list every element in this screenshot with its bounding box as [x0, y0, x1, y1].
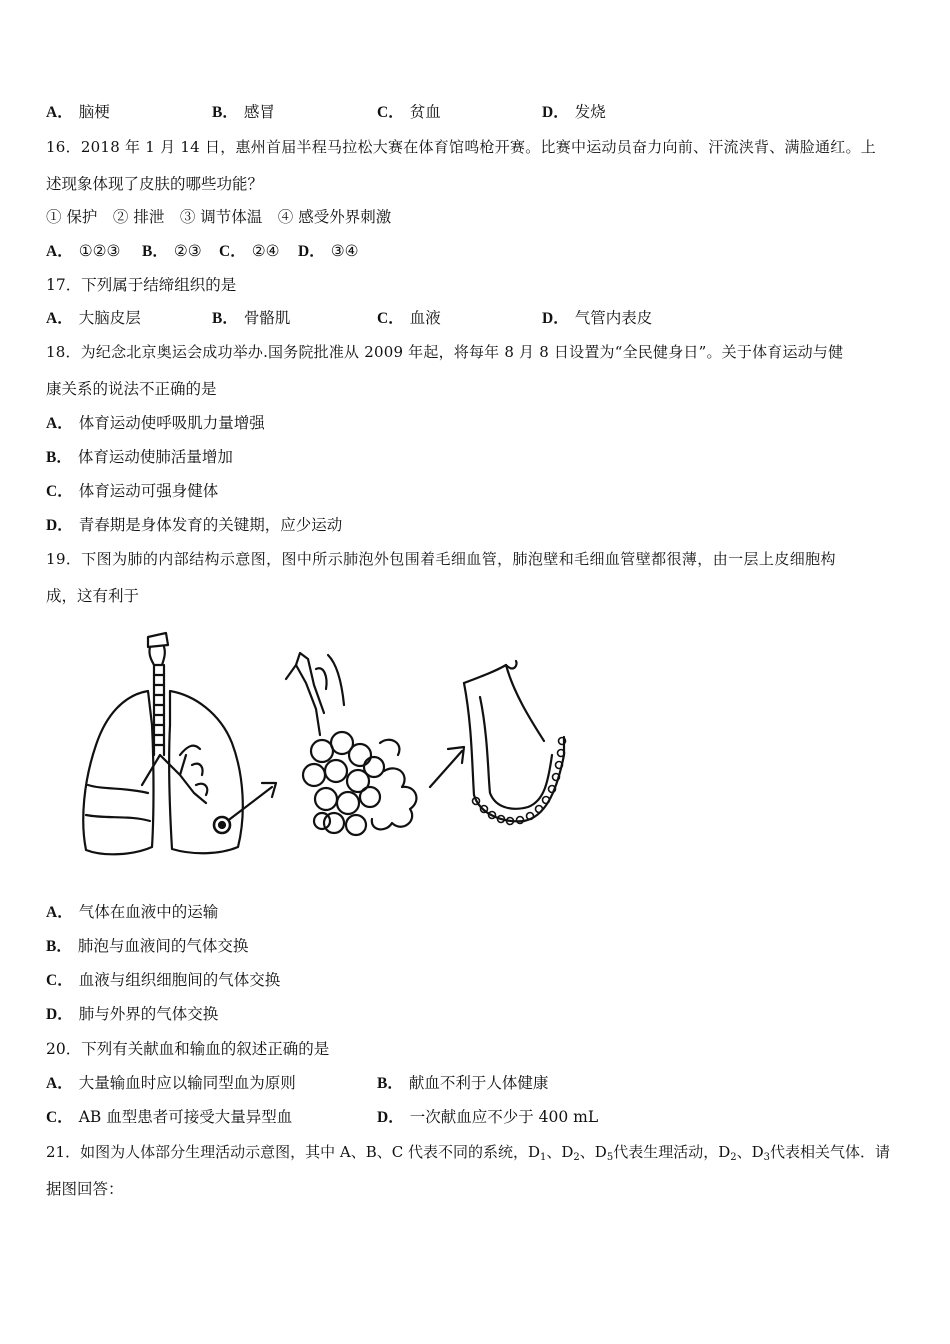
- q18-stem-line2: 康关系的说法不正确的是: [46, 380, 217, 398]
- alveoli-cluster-drawing: [286, 653, 416, 835]
- q16-stem-line2: 述现象体现了皮肤的哪些功能？: [46, 175, 264, 193]
- lung-structure-figure: [44, 625, 584, 870]
- larynx-drawing: [148, 633, 168, 755]
- q17-option-a: A． 大脑皮层: [46, 309, 141, 327]
- q18-stem-line1: 18．为纪念北京奥运会成功举办.国务院批准从 2009 年起，将每年 8 月 8 日设置为“全民健身日”。关于体育运动与健: [46, 343, 844, 361]
- q17-option-d: D． 气管内表皮: [542, 309, 653, 327]
- arrow-1: [230, 783, 276, 819]
- q18-option-b: B． 体育运动使肺活量增加: [46, 448, 233, 466]
- q20-option-d: D． 一次献血应不少于 400 mL: [377, 1108, 599, 1126]
- q19-option-c: C． 血液与组织细胞间的气体交换: [46, 971, 281, 989]
- q16-option-c: C． ②④: [219, 242, 280, 260]
- q18-option-d: D． 青春期是身体发育的关键期，应少运动: [46, 516, 343, 534]
- q16-stem-line1: 16．2018 年 1 月 14 日，惠州首届半程马拉松大赛在体育馆鸣枪开赛。比赛中运动员奋力向前、汗流浃背、满脸通红。上: [46, 138, 876, 156]
- arrow-2: [430, 747, 464, 787]
- q19-stem-line1: 19．下图为肺的内部结构示意图，图中所示肺泡外包围着毛细血管，肺泡壁和毛细血管壁都很薄，由一层上皮细胞构: [46, 550, 836, 568]
- q20-option-a: A． 大量输血时应以输同型血为原则: [46, 1074, 296, 1092]
- q17-option-b: B． 骨骼肌: [212, 309, 291, 327]
- q20-option-c: C． AB 血型患者可接受大量异型血: [46, 1108, 293, 1126]
- q16-option-a: A． ①②③: [46, 242, 121, 260]
- q20-stem: 20．下列有关献血和输血的叙述正确的是: [46, 1040, 330, 1058]
- q18-option-a: A． 体育运动使呼吸肌力量增强: [46, 414, 265, 432]
- q19-option-d: D． 肺与外界的气体交换: [46, 1005, 219, 1023]
- q16-option-d: D． ③④: [298, 242, 359, 260]
- q21-stem-line2: 据图回答：: [46, 1180, 124, 1198]
- q17-option-c: C． 血液: [377, 309, 441, 327]
- q15-option-c: C． 贫血: [377, 103, 441, 121]
- q18-option-c: C． 体育运动可强身健体: [46, 482, 219, 500]
- q16-option-b: B． ②③: [142, 242, 202, 260]
- q19-option-a: A． 气体在血液中的运输: [46, 903, 219, 921]
- q19-stem-line2: 成，这有利于: [46, 587, 140, 605]
- q15-option-a: A． 脑梗: [46, 103, 110, 121]
- q15-option-d: D． 发烧: [542, 103, 606, 121]
- q16-items: ① 保护 ② 排泄 ③ 调节体温 ④ 感受外界刺激: [46, 208, 392, 226]
- left-lung-drawing: [83, 691, 153, 854]
- q15-option-b: B． 感冒: [212, 103, 275, 121]
- q21-stem-line1: 21．如图为人体部分生理活动示意图，其中 A、B、C 代表不同的系统，$D_1$、$D_2$、$D_5$代表生理活动，$D_2$、$D_3$代表相关气体．请: [46, 1143, 891, 1163]
- q20-option-b: B． 献血不利于人体健康: [377, 1074, 549, 1092]
- q19-option-b: B． 肺泡与血液间的气体交换: [46, 937, 249, 955]
- q17-stem: 17．下列属于结缔组织的是: [46, 276, 237, 294]
